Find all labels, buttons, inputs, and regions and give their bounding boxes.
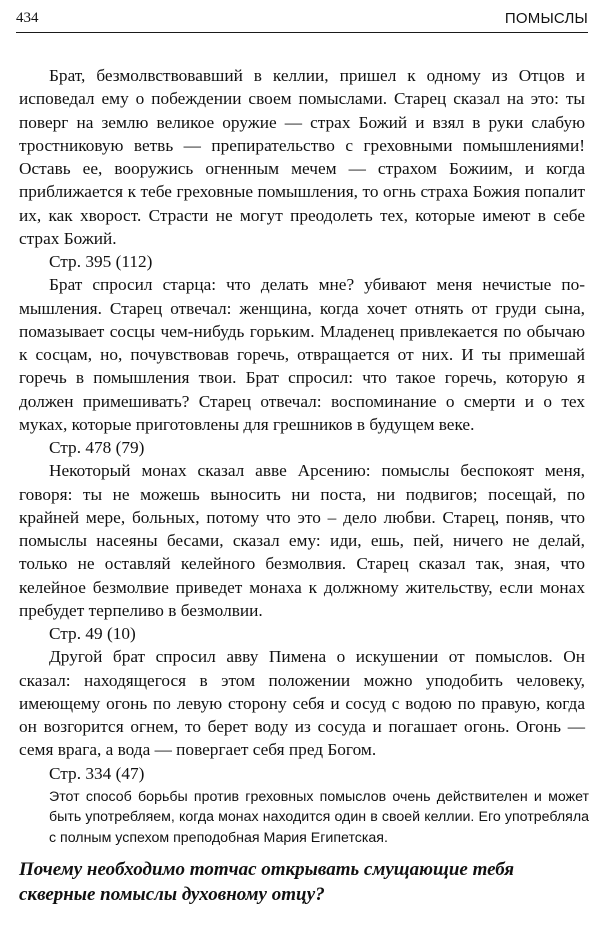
paragraph-1: Брат, безмолвствовавший в келлии, пришел к одному из Отцов и исповедал ему о побеждении своем помыслами. Старец сказал на это: ты поверг на землю великое оружие — страх Божий и взял в руки слабую тростниковую ветвь — препирательство с греховными помышлениями! Оставь ее, вооружись огненным мечем — страхом Божиим, и когда приближается к тебе греховные помышления, то огнь страха Божия попалит их, как хворост. Страсти не могут преодолеть тех, которые имеют в себе страх Божий. [19, 66, 585, 248]
section-heading: Почему необходимо тотчас открывать смущающие тебя скверные помыслы духовному отцу? [19, 859, 515, 905]
source-reference-3: Стр. 49 (10) [49, 624, 136, 643]
paragraph-3: Некоторый монах сказал авве Арсению: помыслы беспокоят меня, говоря: ты не можешь выносить ни поста, ни подвигов; посещай, по крайней мере, больных, потому что это – дело любви. Старец, поняв, что помыслы насеяны бесами, сказал ему: иди, ешь, пей, ничего не делай, только не оставляй келейного безмолвия. Старец сказал так, зная, что келейное безмолвие приведет монаха к должному жительству, если монах пребудет терпеливо в безмолвии. [19, 461, 585, 620]
source-reference-1: Стр. 395 (112) [49, 252, 153, 271]
paragraph-2: Брат спросил старца: что делать мне? убивают меня нечистые помышления. Старец отвечал: женщина, когда хочет отнять от груди сына, помазывает сосцы чем-нибудь горьким. Младенец привлекается по обычаю к сосцам, но, почувствовав горечь, отвращается от них. И ты примешай горечь в помышления твои. Брат спросил: что такое горечь, которую я должен примешивать? Старец отвечал: воспоминание о смерти и о тех муках, которые приготовлены для грешников в будущем веке. [19, 275, 585, 434]
commentary-note: Этот способ борьбы против греховных помыслов очень действителен и может быть употребляем, когда монах находится один в своей келлии. Его употребляла с полным успехом преподобная Мария Египетская. [49, 788, 589, 846]
paragraph-4: Другой брат спросил авву Пимена о искушении от помыслов. Он сказал: находящегося в этом положении можно уподобить человеку, имеющему огонь по левую сторону себя и сосуд с водою по правую, когда он возгорится огнем, то берет воду из сосуда и погашает огонь. Огонь — семя врага, а вода — повергает себя пред Богом. [19, 647, 585, 760]
running-head: ПОМЫСЛЫ [504, 10, 588, 27]
source-reference-2: Стр. 478 (79) [49, 438, 145, 457]
source-reference-4: Стр. 334 (47) [49, 763, 145, 783]
page-number: 434 [16, 10, 39, 26]
page-header [16, 8, 588, 33]
body-text [19, 64, 589, 854]
